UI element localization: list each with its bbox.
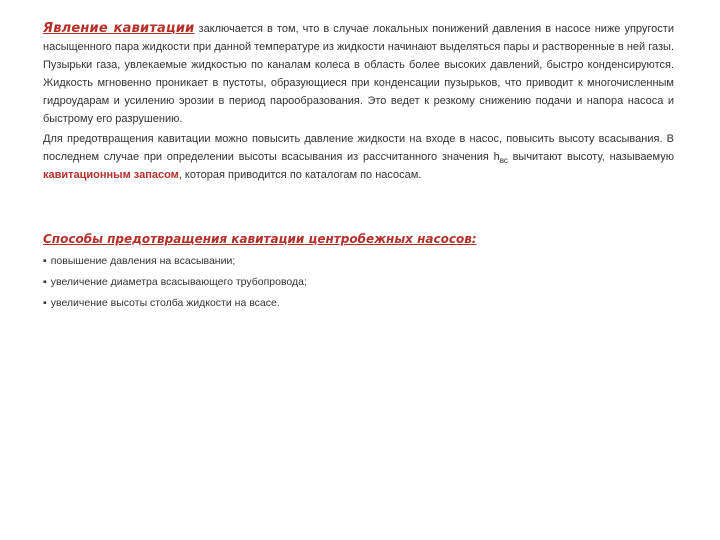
cavitation-definition-text: заключается в том, что в случае локальных понижений давления в насосе ниже упругости насыщенного пара жидкости при данной температуре из жидкости начинают выделяться пары и растворенные в ней газы. Пузырьки газа, увлекаемые жидкостью по каналам колеса в область более высоких давлений, быстро конденсируются. Жидкость мгновенно проникает в пустоты, образующиеся при конденсации пузырьков, что приводит к многочисленным гидроударам и усилению эрозии в период парообразования. Это ведет к резкому снижению подачи и напора насоса и быстрому его разрушению. bbox=[43, 23, 674, 125]
prevention-methods-title: Способы предотвращения кавитации центробежных насосов: bbox=[43, 232, 477, 246]
bullet-icon: ▪ bbox=[43, 255, 47, 267]
list-item bbox=[43, 293, 674, 314]
cavitation-term-heading: Явление кавитации bbox=[43, 21, 195, 36]
list-item bbox=[43, 272, 674, 293]
list-item-text: повышение давления на всасывании; bbox=[50, 255, 236, 267]
list-item bbox=[43, 251, 674, 272]
cavitation-reserve-term: кавитационным запасом bbox=[43, 169, 179, 181]
cavitation-definition-paragraph bbox=[43, 20, 674, 128]
suction-height-subscript: вс bbox=[499, 156, 508, 166]
prevention-text-a: Для предотвращения кавитации можно повысить давление жидкости на входе в насос, повысить высоту всасывания. В последнем случае при определении высоты всасывания из рассчитанного значения h bbox=[43, 133, 674, 163]
prevention-text-c: , которая приводится по каталогам по насосам. bbox=[178, 169, 422, 181]
bullet-icon: ▪ bbox=[43, 297, 47, 309]
list-item-text: увеличение высоты столба жидкости на всасе. bbox=[50, 297, 280, 309]
bullet-icon: ▪ bbox=[43, 276, 47, 288]
list-item-text: увеличение диаметра всасывающего трубопровода; bbox=[50, 276, 307, 288]
prevention-paragraph bbox=[43, 130, 674, 184]
prevention-text-b: вычитают высоту, называемую bbox=[507, 151, 674, 163]
prevention-methods-list bbox=[43, 251, 674, 314]
